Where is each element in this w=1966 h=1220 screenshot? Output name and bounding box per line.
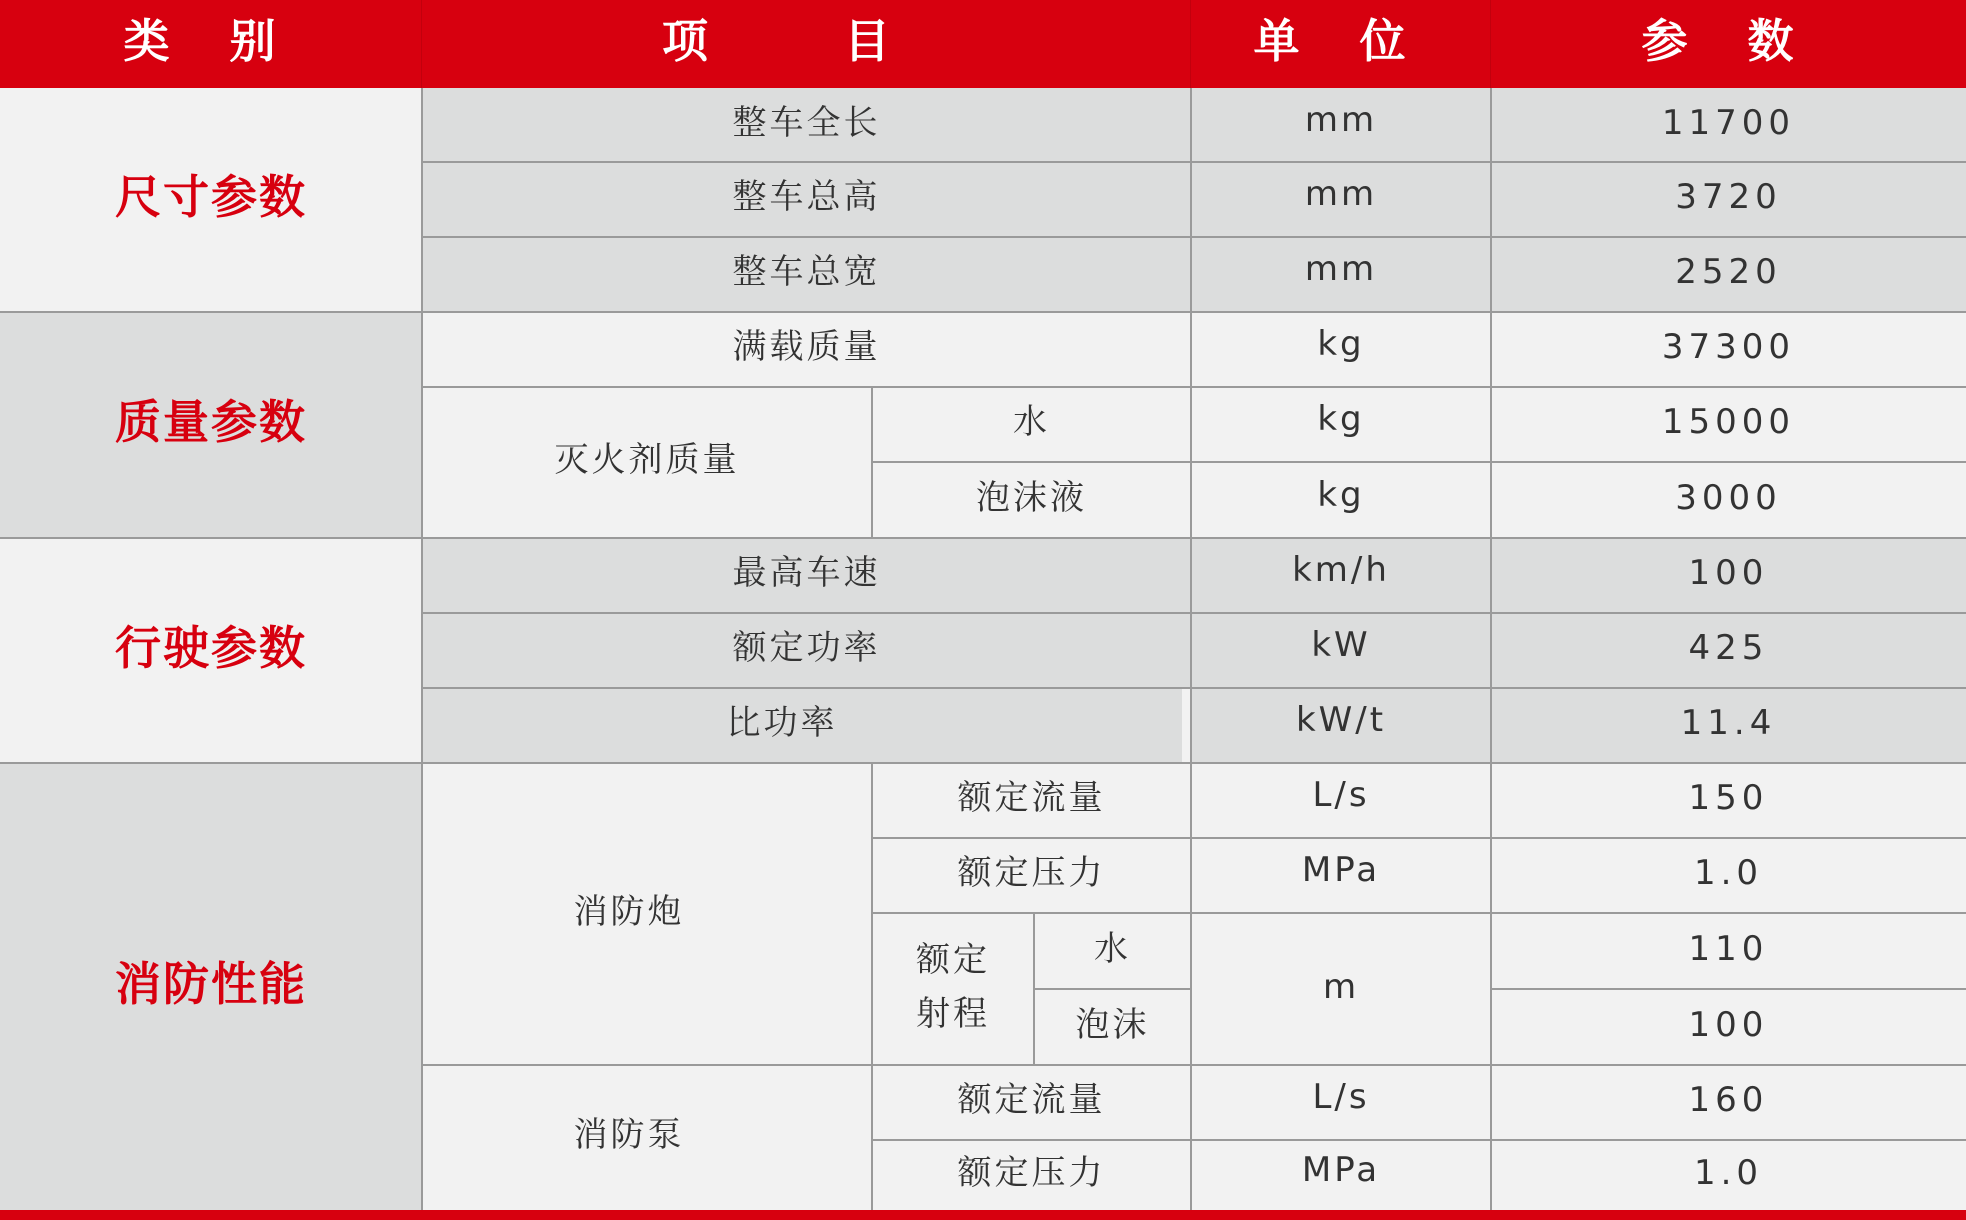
item-max-speed: 最高车速 xyxy=(422,538,1191,613)
unit-max-speed: km/h xyxy=(1191,538,1491,613)
value-rated-power: 425 xyxy=(1491,613,1966,688)
bottom-accent-bar xyxy=(0,1210,1966,1220)
category-mass: 质量参数 xyxy=(0,312,422,538)
grid-line-h-8 xyxy=(422,687,1966,689)
header-value: 参 数 xyxy=(1491,0,1966,88)
item-height: 整车总高 xyxy=(422,162,1191,237)
unit-monitor-pressure: MPa xyxy=(1191,838,1491,913)
header-category: 类 别 xyxy=(0,0,422,88)
value-specific-power: 11.4 xyxy=(1491,688,1966,763)
item-specific-power: 比功率 xyxy=(422,688,1182,763)
value-pump-pressure: 1.0 xyxy=(1491,1140,1966,1210)
grid-line-h-5 xyxy=(872,461,1966,463)
value-monitor-range-water: 110 xyxy=(1491,913,1966,989)
value-monitor-flow: 150 xyxy=(1491,763,1966,838)
value-monitor-pressure: 1.0 xyxy=(1491,838,1966,913)
item-agent-foam: 泡沫液 xyxy=(872,462,1191,538)
unit-height: mm xyxy=(1191,162,1491,237)
grid-line-h-2 xyxy=(422,236,1966,238)
grid-line-h-3 xyxy=(0,311,1966,313)
grid-line-v-6 xyxy=(1490,88,1492,1210)
grid-line-h-4 xyxy=(422,386,1966,388)
grid-line-v-3 xyxy=(871,763,873,1210)
unit-pump-flow: L/s xyxy=(1191,1065,1491,1140)
item-monitor-range-line2: 射程 xyxy=(916,994,990,1034)
grid-line-h-11 xyxy=(872,912,1966,914)
item-monitor-range-foam: 泡沫 xyxy=(1034,989,1191,1065)
item-monitor-range-line1: 额定 xyxy=(916,939,990,980)
item-monitor: 消防炮 xyxy=(422,763,872,1065)
grid-line-h-7 xyxy=(422,612,1966,614)
item-length: 整车全长 xyxy=(422,88,1191,162)
grid-line-h-6 xyxy=(0,537,1966,539)
grid-line-h-13 xyxy=(1491,988,1966,990)
item-monitor-flow: 额定流量 xyxy=(872,763,1191,838)
item-monitor-pressure: 额定压力 xyxy=(872,838,1191,913)
grid-line-v-1 xyxy=(421,88,423,1210)
value-full-load: 37300 xyxy=(1491,312,1966,387)
category-driving: 行驶参数 xyxy=(0,538,422,763)
item-width: 整车总宽 xyxy=(422,237,1191,312)
grid-line-h-1 xyxy=(422,161,1966,163)
unit-agent-water: kg xyxy=(1191,387,1491,462)
value-height: 3720 xyxy=(1491,162,1966,237)
value-monitor-range-foam: 100 xyxy=(1491,989,1966,1065)
category-size: 尺寸参数 xyxy=(0,88,422,312)
unit-full-load: kg xyxy=(1191,312,1491,387)
unit-monitor-range: m xyxy=(1191,913,1491,1065)
value-pump-flow: 160 xyxy=(1491,1065,1966,1140)
item-pump: 消防泵 xyxy=(422,1065,872,1210)
grid-line-h-9 xyxy=(0,762,1966,764)
grid-line-h-14 xyxy=(422,1064,1966,1066)
grid-line-h-10 xyxy=(872,837,1966,839)
item-pump-flow: 额定流量 xyxy=(872,1065,1191,1140)
unit-rated-power: kW xyxy=(1191,613,1491,688)
category-fire: 消防性能 xyxy=(0,763,422,1210)
item-monitor-range-water: 水 xyxy=(1034,913,1191,989)
item-pump-pressure: 额定压力 xyxy=(872,1140,1191,1210)
value-agent-water: 15000 xyxy=(1491,387,1966,462)
item-rated-power: 额定功率 xyxy=(422,613,1191,688)
unit-monitor-flow: L/s xyxy=(1191,763,1491,838)
value-width: 2520 xyxy=(1491,237,1966,312)
value-max-speed: 100 xyxy=(1491,538,1966,613)
grid-line-v-5 xyxy=(1190,88,1192,1210)
item-full-load: 满载质量 xyxy=(422,312,1191,387)
header-item: 项 目 xyxy=(422,0,1191,88)
grid-line-h-15 xyxy=(872,1139,1966,1141)
item-monitor-range xyxy=(872,913,1034,1065)
value-length: 11700 xyxy=(1491,88,1966,162)
item-agent-mass: 灭火剂质量 xyxy=(422,387,872,538)
value-agent-foam: 3000 xyxy=(1491,462,1966,538)
unit-width: mm xyxy=(1191,237,1491,312)
unit-agent-foam: kg xyxy=(1191,462,1491,538)
unit-length: mm xyxy=(1191,88,1491,162)
item-agent-water: 水 xyxy=(872,387,1191,462)
header-unit: 单 位 xyxy=(1191,0,1491,88)
unit-specific-power: kW/t xyxy=(1191,688,1491,763)
unit-pump-pressure: MPa xyxy=(1191,1140,1491,1210)
grid-line-h-12 xyxy=(1034,988,1191,990)
